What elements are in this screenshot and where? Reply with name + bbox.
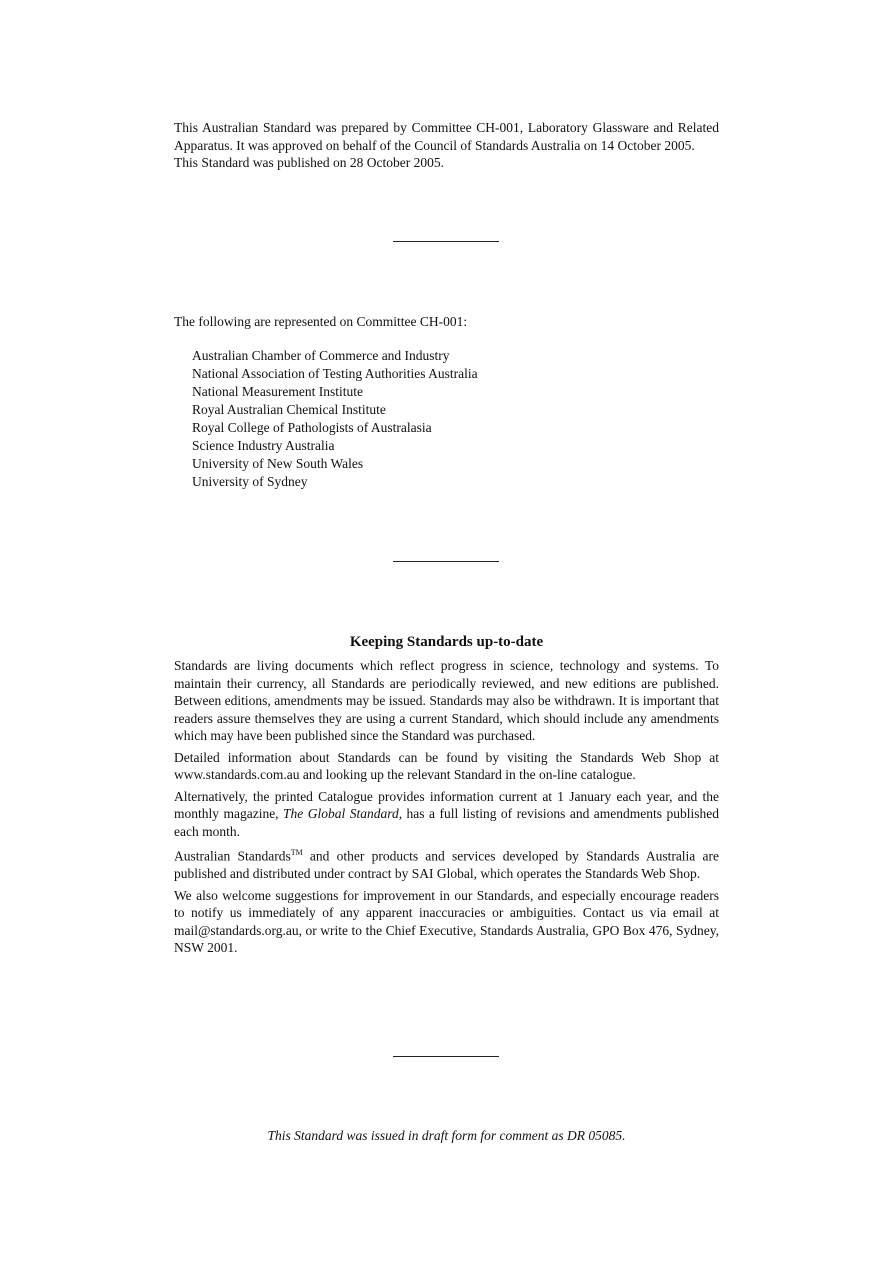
draft-note: This Standard was issued in draft form for comment as DR 05085. — [267, 1128, 626, 1143]
uptodate-body — [174, 657, 719, 961]
committee-member: Royal College of Pathologists of Australasia — [192, 420, 432, 435]
committee-member: University of Sydney — [192, 474, 308, 489]
committee-member: Science Industry Australia — [192, 438, 335, 453]
paragraph-sai-global: Australian Standards™ and other products and services developed by Standards Australia are published and distributed under contract by SAI Global, which operates the Standards Web Shop. — [174, 848, 719, 881]
section-divider — [393, 561, 499, 562]
preamble — [174, 119, 719, 172]
section-divider — [393, 241, 499, 242]
committee-member: National Measurement Institute — [192, 384, 363, 399]
committee-member-list — [192, 347, 478, 491]
magazine-title: The Global Standard — [283, 806, 399, 821]
paragraph-contact: We also welcome suggestions for improvement in our Standards, and especially encourage readers to notify us immediately of any apparent inaccuracies or ambiguities. Contact us via email at mail@standards.org.au, or write to the Chief Executive, Standards Australia, GPO Box 476, Sydney, NSW 2001. — [174, 887, 719, 955]
section-heading: Keeping Standards up-to-date — [349, 634, 544, 650]
committee-member: Royal Australian Chemical Institute — [192, 402, 386, 417]
paragraph-catalogue: Alternatively, the printed Catalogue provides information current at 1 January each year, and the monthly magazine, The Global Standard, has a full listing of revisions and amendments published each month. — [174, 788, 719, 839]
paragraph-web-shop: Detailed information about Standards can be found by visiting the Standards Web Shop at www.standards.com.au and looking up the relevant Standard in the on-line catalogue. — [174, 749, 719, 782]
committee-member: University of New South Wales — [192, 456, 364, 471]
publication-date-statement: This Standard was published on 28 October 2005. — [174, 155, 444, 170]
approval-statement: This Australian Standard was prepared by Committee CH-001, Laboratory Glassware and Related Apparatus. It was approved on behalf of the Council of Standards Australia on 14 October 2005. — [174, 120, 719, 153]
committee-intro: The following are represented on Committee CH-001: — [174, 314, 468, 329]
trademark-mark: TM — [290, 848, 303, 857]
paragraph-living-documents: Standards are living documents which reflect progress in science, technology and systems. To maintain their currency, all Standards are periodically reviewed, and new editions are published. Between editions, amendments may be issued. Standards may also be withdrawn. It is important that readers assure themselves they are using a current Standard, which should include any amendments which may have been published since the Standard was purchased. — [174, 658, 719, 743]
section-divider — [393, 1056, 499, 1057]
committee-member: National Association of Testing Authorities Australia — [192, 366, 478, 381]
committee-member: Australian Chamber of Commerce and Industry — [192, 348, 450, 363]
